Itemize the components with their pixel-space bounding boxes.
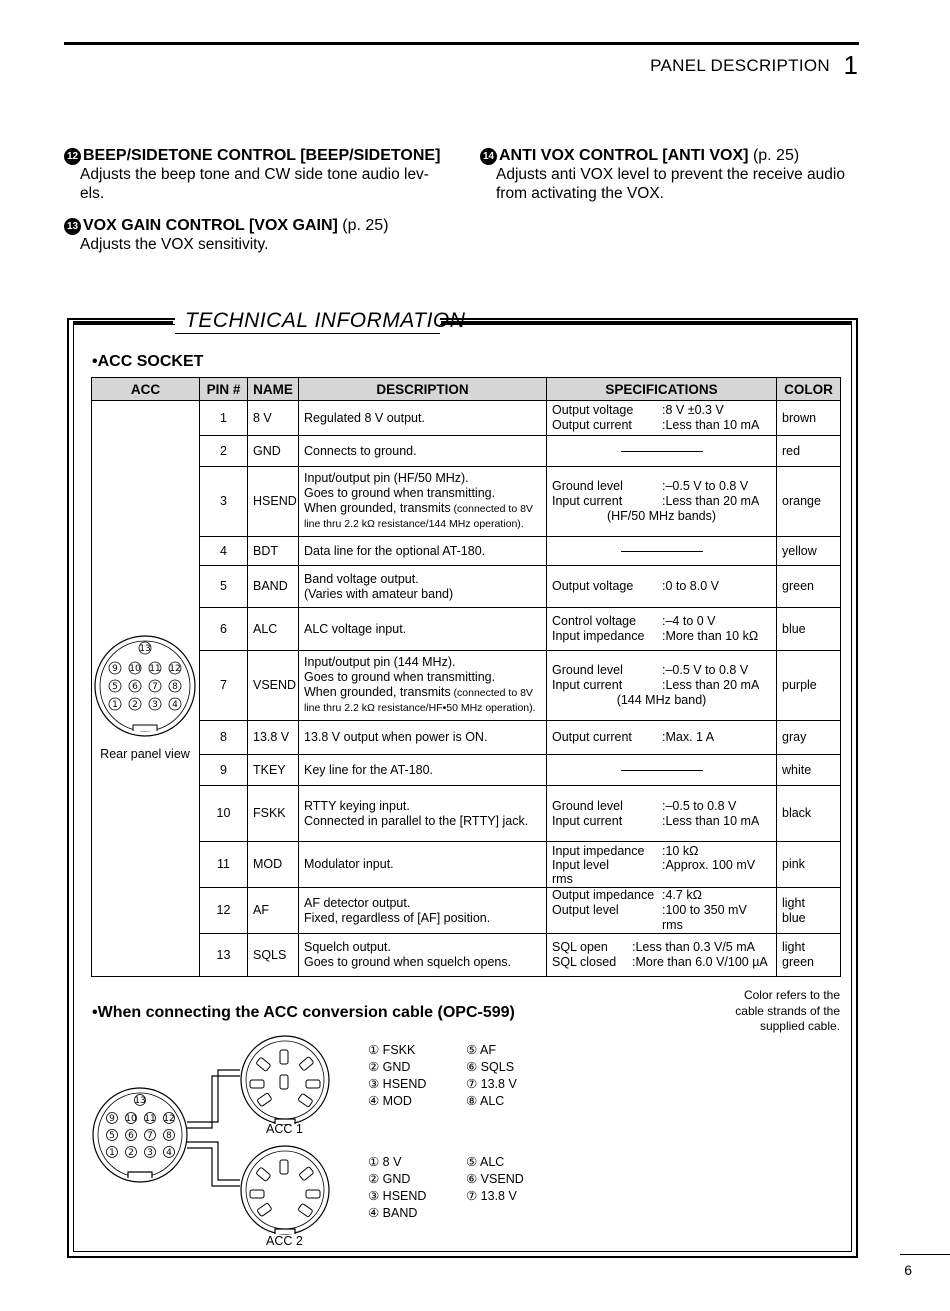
color-value: red — [782, 443, 801, 458]
spec-val: :–4 to 0 V — [662, 614, 716, 628]
desc-line: Connects to ground. — [304, 443, 417, 458]
desc-cell — [299, 566, 547, 608]
section-header: PANEL DESCRIPTION — [650, 56, 830, 75]
section-13-title: VOX GAIN CONTROL [VOX GAIN] — [83, 217, 338, 234]
color-cell — [777, 721, 841, 755]
top-rule — [64, 42, 859, 45]
name-cell: BAND — [248, 566, 299, 608]
pin-label: ⑦ 13.8 V — [466, 1189, 517, 1203]
spec-key: Output current — [552, 730, 632, 744]
spec-key: Ground level — [552, 479, 623, 493]
name-cell: 13.8 V — [248, 721, 299, 755]
pin-cell: 2 — [200, 436, 248, 467]
spec-key: SQL open — [552, 940, 608, 954]
table-row — [92, 888, 841, 934]
spec-cell — [547, 566, 777, 608]
pin-cell: 3 — [200, 467, 248, 537]
conversion-cable-title: •When connecting the ACC conversion cable (OPC-599) — [92, 1004, 515, 1021]
socket-pin: 11 — [149, 664, 161, 674]
desc-cell — [299, 786, 547, 842]
spec-val: :Less than 0.3 V/5 mA — [632, 940, 755, 954]
color-cell — [777, 934, 841, 977]
tech-title: TECHNICAL INFORMATION — [185, 309, 466, 332]
section-14-heading — [480, 147, 870, 165]
title-rule-left — [73, 321, 173, 324]
spec-key: Output impedance — [552, 888, 655, 902]
color-cell — [777, 786, 841, 842]
number-12-icon: 12 — [64, 148, 81, 165]
desc-cell — [299, 436, 547, 467]
color-value: blue — [782, 621, 806, 636]
socket-pin: 8 — [166, 1131, 172, 1141]
desc-line: Squelch output. — [304, 940, 391, 954]
desc-cell — [299, 888, 547, 934]
pin-cell: 6 — [200, 608, 248, 651]
acc2-pins-left — [368, 1154, 426, 1222]
desc-line: ALC voltage input. — [304, 621, 407, 636]
socket-pin: 6 — [132, 682, 138, 692]
pin-label: ⑥ VSEND — [466, 1172, 524, 1186]
pin-label: ⑧ ALC — [466, 1094, 505, 1108]
pin-cell: 11 — [200, 842, 248, 888]
socket-pin: 10 — [125, 1114, 137, 1124]
spec-cell — [547, 842, 777, 888]
color-cell — [777, 755, 841, 786]
desc-line: AF detector output. — [304, 895, 411, 910]
spec-cell — [547, 467, 777, 537]
spec-cell — [547, 888, 777, 934]
col-name: NAME — [248, 378, 299, 401]
socket-pin: 4 — [166, 1148, 172, 1158]
rear-socket-diagram — [93, 626, 199, 756]
spec-key: Output voltage — [552, 403, 634, 417]
spec-key: Input current — [552, 494, 623, 508]
spec-val: :–0.5 V to 0.8 V — [662, 663, 749, 677]
name-cell: GND — [248, 436, 299, 467]
name-cell: ALC — [248, 608, 299, 651]
name-cell: VSEND — [248, 651, 299, 721]
spec-key: Ground level — [552, 663, 623, 677]
socket-pin: 10 — [129, 664, 141, 674]
spec-key: Output voltage — [552, 579, 634, 593]
color-value: light — [782, 895, 805, 910]
spec-dash — [621, 451, 703, 452]
name-cell: HSEND — [248, 467, 299, 537]
desc-line: Band voltage output. — [304, 571, 419, 586]
spec-val: :–0.5 V to 0.8 V — [662, 479, 749, 493]
section-12-body — [80, 165, 474, 203]
socket-pin: 4 — [172, 700, 178, 710]
desc-cell — [299, 467, 547, 537]
section-14 — [480, 147, 870, 203]
spec-note: (HF/50 MHz bands) — [606, 509, 717, 523]
desc-cell — [299, 721, 547, 755]
desc-line: 13.8 V output when power is ON. — [304, 730, 488, 744]
table-row — [92, 608, 841, 651]
table-row — [92, 786, 841, 842]
section-13-line-1: Adjusts the VOX sensitivity. — [80, 236, 269, 253]
socket-figure-cell — [92, 401, 200, 977]
table-row — [92, 467, 841, 537]
desc-cell — [299, 934, 547, 977]
socket-pin: 8 — [172, 682, 178, 692]
section-13-heading — [64, 217, 474, 235]
title-rule-right — [441, 321, 852, 324]
section-14-ref: (p. 25) — [752, 147, 800, 164]
pin-cell: 4 — [200, 537, 248, 566]
desc-cell — [299, 755, 547, 786]
spec-val: :0 to 8.0 V — [662, 579, 719, 593]
spec-dash — [621, 770, 703, 771]
pin-cell: 5 — [200, 566, 248, 608]
spec-val: :Less than 20 mA — [662, 678, 760, 692]
color-cell — [777, 401, 841, 436]
desc-note: line thru 2.2 kΩ resistance/HF•50 MHz operation). — [304, 702, 536, 714]
pin-label: ⑤ ALC — [466, 1155, 505, 1169]
spec-cell — [547, 934, 777, 977]
desc-line: Key line for the AT-180. — [304, 762, 434, 777]
socket-pin: 2 — [128, 1148, 134, 1158]
conversion-cable-diagram — [90, 1030, 350, 1255]
desc-line: When grounded, transmits — [304, 501, 451, 515]
spec-val: :100 to 350 mV rms — [662, 903, 747, 932]
spec-note: (144 MHz band) — [616, 693, 707, 707]
desc-note: (connected to 8V — [450, 687, 533, 699]
table-row — [92, 651, 841, 721]
spec-dash — [621, 551, 703, 552]
socket-pin: 2 — [132, 700, 138, 710]
spec-key: Input impedance — [552, 843, 645, 858]
spec-cell — [547, 537, 777, 566]
section-13-body — [80, 235, 474, 254]
acc2-pins-right — [466, 1154, 524, 1205]
socket-pin: 13 — [134, 1096, 146, 1106]
col-acc: ACC — [92, 378, 200, 401]
color-value: green — [782, 579, 814, 593]
section-14-title: ANTI VOX CONTROL [ANTI VOX] — [499, 147, 749, 164]
socket-pin: 7 — [147, 1131, 153, 1141]
desc-line: Connected in parallel to the [RTTY] jack. — [304, 813, 529, 828]
spec-cell — [547, 755, 777, 786]
socket-pin: 5 — [112, 682, 118, 692]
section-13 — [64, 217, 474, 254]
table-row — [92, 721, 841, 755]
section-14-body — [496, 165, 870, 203]
color-value: pink — [782, 857, 805, 871]
name-cell: SQLS — [248, 934, 299, 977]
spec-key: Control voltage — [552, 614, 637, 628]
pin-label: ④ BAND — [368, 1206, 418, 1220]
socket-pin: 7 — [152, 682, 158, 692]
desc-line: Goes to ground when squelch opens. — [304, 955, 512, 969]
name-cell: MOD — [248, 842, 299, 888]
section-14-line-1: Adjusts anti VOX level to prevent the receive audio — [496, 166, 845, 183]
desc-cell — [299, 651, 547, 721]
color-cell — [777, 566, 841, 608]
pin-label: ③ HSEND — [368, 1077, 427, 1091]
desc-line: RTTY keying input. — [304, 798, 410, 813]
desc-line: Regulated 8 V output. — [304, 410, 425, 425]
color-value: green — [782, 955, 814, 969]
spec-val: :More than 6.0 V/100 µA — [632, 955, 768, 969]
pin-cell: 7 — [200, 651, 248, 721]
name-cell: 8 V — [248, 401, 299, 436]
desc-line: Goes to ground when transmitting. — [304, 486, 496, 500]
pin-label: ⑥ SQLS — [466, 1060, 515, 1074]
spec-val: :Less than 20 mA — [662, 494, 760, 508]
desc-cell — [299, 401, 547, 436]
spec-val: :4.7 kΩ — [662, 888, 702, 902]
socket-pin: 1 — [109, 1148, 115, 1158]
spec-key: Ground level — [552, 798, 623, 813]
spec-cell — [547, 401, 777, 436]
pin-label: ③ HSEND — [368, 1189, 427, 1203]
color-value: yellow — [782, 543, 817, 558]
desc-cell — [299, 842, 547, 888]
col-pin: PIN # — [200, 378, 248, 401]
color-value: purple — [782, 678, 817, 692]
socket-pin: 9 — [109, 1114, 115, 1124]
table-row — [92, 842, 841, 888]
desc-line: When grounded, transmits — [304, 685, 451, 699]
desc-note: line thru 2.2 kΩ resistance/144 MHz operation). — [304, 518, 524, 530]
color-cell — [777, 608, 841, 651]
color-value: gray — [782, 730, 807, 744]
pin-label: ① 8 V — [368, 1155, 402, 1169]
name-cell: TKEY — [248, 755, 299, 786]
spec-val: :Less than 10 mA — [662, 813, 760, 828]
spec-val: :Approx. 100 mV — [662, 857, 756, 872]
spec-key: Output current — [552, 418, 632, 432]
color-value: brown — [782, 410, 817, 425]
color-cell — [777, 537, 841, 566]
color-value: light — [782, 940, 805, 954]
section-12-line-1: Adjusts the beep tone and CW side tone audio lev- — [80, 166, 429, 183]
spec-key: Output level — [552, 903, 619, 917]
corner-rule — [900, 1254, 950, 1255]
color-value: orange — [782, 494, 821, 508]
desc-cell — [299, 608, 547, 651]
section-12-heading — [64, 147, 474, 165]
color-value: white — [782, 762, 812, 777]
socket-pin: 11 — [144, 1114, 156, 1124]
section-14-line-2: from activating the VOX. — [496, 185, 664, 202]
pin-cell: 9 — [200, 755, 248, 786]
color-value: black — [782, 806, 812, 820]
color-cell — [777, 888, 841, 934]
spec-val: :Less than 10 mA — [662, 418, 760, 432]
acc1-label: ACC 1 — [266, 1122, 303, 1136]
color-cell — [777, 467, 841, 537]
spec-cell — [547, 786, 777, 842]
table-row — [92, 934, 841, 977]
socket-pin: 3 — [152, 700, 158, 710]
color-cell — [777, 842, 841, 888]
pin-cell: 8 — [200, 721, 248, 755]
table-row — [92, 436, 841, 467]
pin-label: ① FSKK — [368, 1043, 416, 1057]
spec-cell — [547, 436, 777, 467]
chapter-number: 1 — [843, 50, 858, 80]
socket-pin: 12 — [169, 664, 181, 674]
table-row — [92, 537, 841, 566]
number-13-icon: 13 — [64, 218, 81, 235]
spec-val: :More than 10 kΩ — [662, 629, 759, 643]
pin-cell: 1 — [200, 401, 248, 436]
pin-label: ④ MOD — [368, 1094, 412, 1108]
spec-val: :10 kΩ — [662, 843, 699, 858]
desc-line: Modulator input. — [304, 857, 394, 871]
section-12-line-2: els. — [80, 185, 105, 202]
section-13-ref: (p. 25) — [342, 217, 389, 234]
socket-pin: 3 — [147, 1148, 153, 1158]
pin-label: ⑦ 13.8 V — [466, 1077, 517, 1091]
spec-key: Input impedance — [552, 629, 645, 643]
spec-key: Input current — [552, 678, 623, 692]
spec-cell — [547, 651, 777, 721]
color-note-line: Color refers to the — [743, 988, 840, 1002]
pin-label: ② GND — [368, 1172, 411, 1186]
page-number: 6 — [904, 1262, 912, 1278]
color-value: blue — [782, 910, 806, 925]
col-color: COLOR — [777, 378, 841, 401]
acc1-pins-left — [368, 1042, 426, 1110]
number-14-icon: 14 — [480, 148, 497, 165]
spec-key: Input current — [552, 813, 623, 828]
pin-label: ⑤ AF — [466, 1043, 496, 1057]
acc-socket-title: •ACC SOCKET — [92, 353, 204, 370]
name-cell: AF — [248, 888, 299, 934]
desc-line: Goes to ground when transmitting. — [304, 670, 496, 684]
section-12 — [64, 147, 474, 203]
pin-cell: 10 — [200, 786, 248, 842]
spec-cell — [547, 721, 777, 755]
table-row — [92, 401, 841, 436]
name-cell: FSKK — [248, 786, 299, 842]
table-row — [92, 755, 841, 786]
table-row — [92, 566, 841, 608]
spec-key: SQL closed — [552, 955, 617, 969]
desc-line: Input/output pin (144 MHz). — [304, 655, 456, 669]
spec-key: rms — [552, 871, 573, 886]
pin-cell: 12 — [200, 888, 248, 934]
rear-panel-label: Rear panel view — [100, 747, 190, 761]
desc-line: Fixed, regardless of [AF] position. — [304, 910, 491, 925]
socket-pin: 6 — [128, 1131, 134, 1141]
pin-cell: 13 — [200, 934, 248, 977]
socket-pin: 12 — [163, 1114, 175, 1124]
spec-val: :–0.5 to 0.8 V — [662, 798, 737, 813]
acc2-label: ACC 2 — [266, 1234, 303, 1248]
spec-key: Input level — [552, 857, 609, 872]
desc-line: Data line for the optional AT-180. — [304, 543, 486, 558]
desc-line: Input/output pin (HF/50 MHz). — [304, 471, 469, 485]
acc1-pins-right — [466, 1042, 517, 1110]
color-note — [727, 988, 840, 1035]
spec-val: :8 V ±0.3 V — [662, 403, 724, 417]
table-header-row — [92, 378, 841, 401]
socket-pin: 5 — [109, 1131, 115, 1141]
spec-cell — [547, 608, 777, 651]
section-12-title: BEEP/SIDETONE CONTROL [BEEP/SIDETONE] — [83, 147, 441, 164]
spec-val: :Max. 1 A — [662, 730, 715, 744]
color-cell — [777, 436, 841, 467]
socket-pin: 13 — [139, 644, 151, 654]
acc-table — [91, 377, 841, 977]
color-note-line: cable strands of the — [735, 1003, 840, 1018]
desc-line: (Varies with amateur band) — [304, 586, 454, 601]
color-note-line: supplied cable. — [759, 1019, 840, 1033]
desc-note: (connected to 8V — [450, 503, 533, 515]
col-desc: DESCRIPTION — [299, 378, 547, 401]
name-cell: BDT — [248, 537, 299, 566]
col-spec: SPECIFICATIONS — [547, 378, 777, 401]
socket-pin: 1 — [112, 700, 118, 710]
desc-cell — [299, 537, 547, 566]
color-cell — [777, 651, 841, 721]
socket-pin: 9 — [112, 664, 118, 674]
pin-label: ② GND — [368, 1060, 411, 1074]
title-underline — [175, 333, 440, 334]
